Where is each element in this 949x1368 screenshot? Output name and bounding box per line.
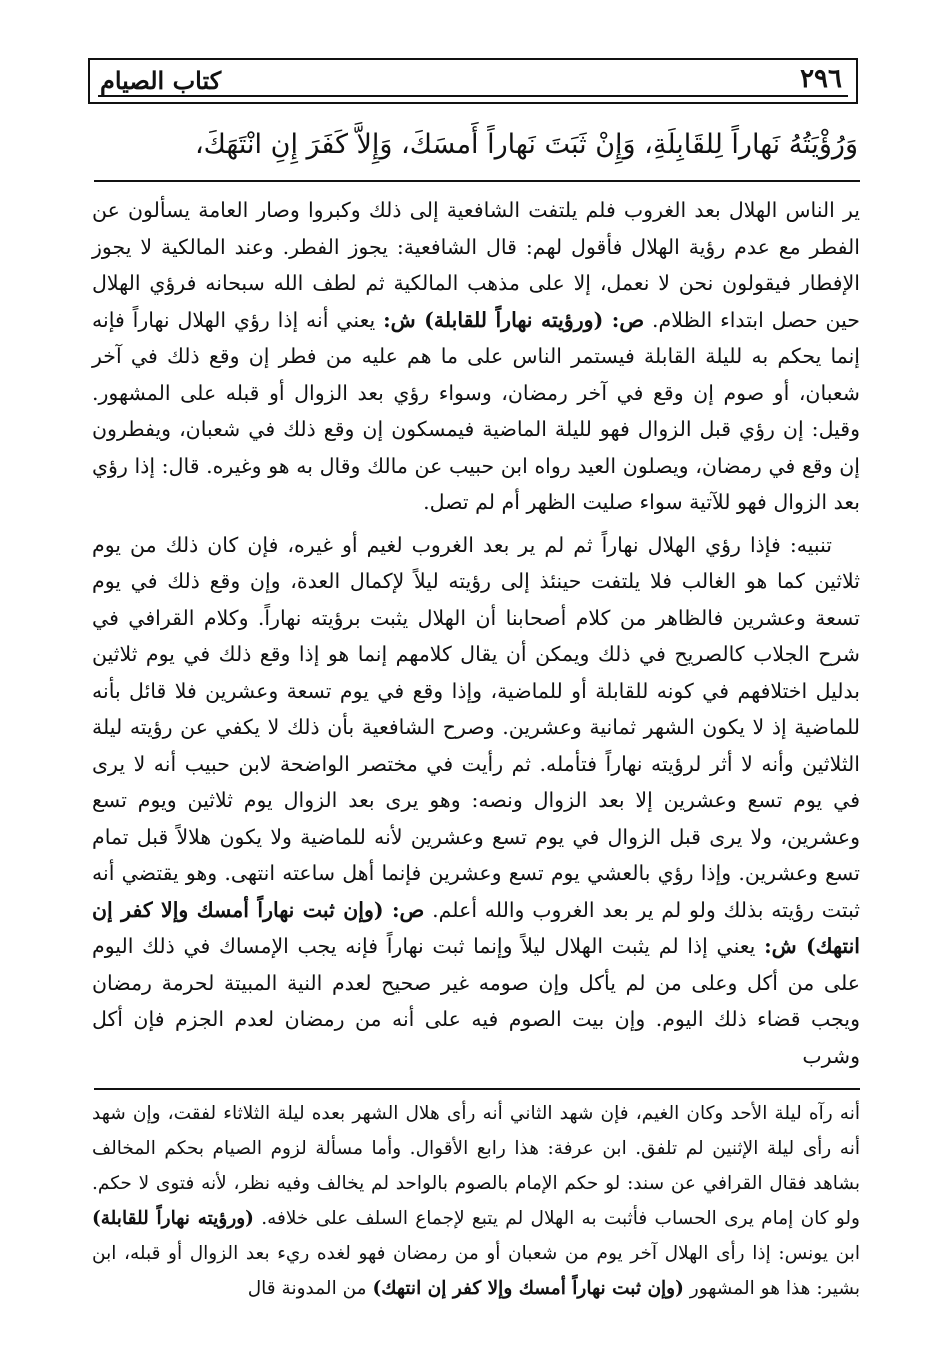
text-run: يعني إذا لم يثبت الهلال ليلاً وإنما ثبت نهاراً فإنه يجب الإمساك في ذلك اليوم على من أكل وعلى من لم يأكل وإن صومه غير صحيح لعدم النية المبيتة لحرمة رمضان ويجب قضاء ذلك اليوم. وإن بيت الصوم فيه على أنه من رمضان لعدم الجزم فإن أكل وشرب	[92, 934, 860, 1068]
page-number: ٢٩٦	[800, 64, 842, 94]
text-run: أنه رآه ليلة الأحد وكان الغيم، فإن شهد الثاني أنه رأى هلال الشهر بعده ليلة الثلاثاء لفقت، وإن شهد أنه رأى ليلة الإثنين لم تلفق. ابن عرفة: هذا رابع الأقوال. وأما مسألة لزوم الصيام بحكم المخالف بشاهد فقال القرافي عن سند: لو حكم الإمام بالصوم بالواحد لم يخالف وفيه نظر، لأنه فتوى لا حكم. ولو كان إمام يرى الحساب فأثبت به الهلال لم يتبع لإجماع السلف على خلافه.	[92, 1103, 860, 1229]
verse-divider	[94, 180, 860, 182]
matn-verse: وَرُؤْيَتُهُ نَهاراً لِلقَابِلَةِ، وَإِنْ ثَبَتَ نَهاراً أَمسَكَ، وَإِلاَّ كَفَرَ إِنِ انْتَهَكَ،	[194, 129, 858, 160]
text-run: يعني أنه إذا رؤي الهلال نهاراً فإنه إنما يحكم به لليلة القابلة فيستمر الناس على ما هم عليه من فطر إن وقع ذلك في آخر شعبان، أو صوم إن وقع في آخر رمضان، وسواء رؤي بعد الزوال أو قبله على المشهور. وقيل: إن رؤي قبل الزوال فهو لليلة الماضية فيمسكون إن وقع ذلك في شعبان، ويفطرون إن وقع في رمضان، ويصلون العيد رواه ابن حبيب عن مالك وقال به هو وغيره. قال: إذا رؤي بعد الزوال فهو للآتية سواء صليت الظهر أم لم تصل.	[92, 307, 860, 514]
quoted-matn: ص: (ورؤيته نهاراً للقابلة) ش:	[383, 307, 645, 332]
quoted-matn: (وإن ثبت نهاراً أمسك وإلا كفر إن انتهك)	[372, 1278, 684, 1299]
footnote-paragraph	[92, 1096, 860, 1306]
text-run: ير الناس الهلال بعد الغروب فلم يلتفت الشافعية إلى ذلك وكبروا وصار العامة يسألون عن الفطر مع عدم رؤية الهلال فأقول لهم: قال الشافعية: يجوز الفطر. وعند المالكية لا يجوز الإفطار فيقولون نحن لا نعمل، إلا على مذهب المالكية ثم لطف الله سبحانه فرؤي الهلال حين حصل ابتداء الظلام.	[92, 198, 860, 332]
footnotes-block	[92, 1096, 860, 1306]
commentary-body	[92, 192, 860, 1074]
commentary-paragraph-1	[92, 192, 860, 521]
quoted-matn: (ورؤيته نهاراً للقابلة)	[92, 1208, 254, 1229]
footnote-divider	[94, 1088, 860, 1090]
text-run: من المدونة قال	[247, 1278, 367, 1299]
text-run: تنبيه: فإذا رؤي الهلال نهاراً ثم لم ير بعد الغروب لغيم أو غيره، فإن كان ذلك من يوم ثلاثين كما هو الغالب فلا يلتفت حينئذ إلى رؤيته ليلاً لإكمال العدة، وإن وقع ذلك في يوم تسعة وعشرين فالظاهر من كلام أصحابنا أن الهلال يثبت برؤيته نهاراً. وكلام القرافي في شرح الجلاب كالصريح في ذلك ويمكن أن يقال كلامهم إنما هو إذا وقع ذلك في يوم ثلاثين بدليل اختلافهم في كونه للقابلة أو للماضية، وإذا وقع في يوم تسعة وعشرين فلا قائل بأنه للماضية إذ لا يكون الشهر ثمانية وعشرين. وصرح الشافعية بأن ذلك لا يكفي عن رؤيته ليلة الثلاثين وأنه لا أثر لرؤيته نهاراً فتأمله. ثم رأيت في مختصر الواضحة لابن حبيب أنه لا يرى في يوم تسع وعشرين إلا بعد الزوال ونصه: وهو يرى بعد الزوال يوم ثلاثين ويوم تسع وعشرين، ولا يرى قبل الزوال في يوم تسع وعشرين لأنه للماضية ولا يكون هلالاً قبل تمام تسع وعشرين. وإذا رؤي بالعشي يوم تسع وعشرين فإنما أهل ساعته انتهى. وهو يقتضي أنه ثبتت رؤيته بذلك ولو لم ير بعد الغروب والله أعلم.	[92, 532, 860, 922]
page-header	[88, 58, 858, 104]
header-underline	[98, 95, 848, 97]
quoted-matn: ص: (وإن ثبت نهاراً أمسك وإلا كفر إن انتهك) ش:	[92, 897, 860, 958]
commentary-paragraph-2	[92, 527, 860, 1075]
text-run: ابن يونس: إذا رأى الهلال آخر يوم من شعبان أو من رمضان فهو لغده ريء بعد الزوال أو قبله، ابن بشير: هذا هو المشهور	[92, 1243, 860, 1299]
book-title: كتاب الصيام	[100, 66, 222, 95]
